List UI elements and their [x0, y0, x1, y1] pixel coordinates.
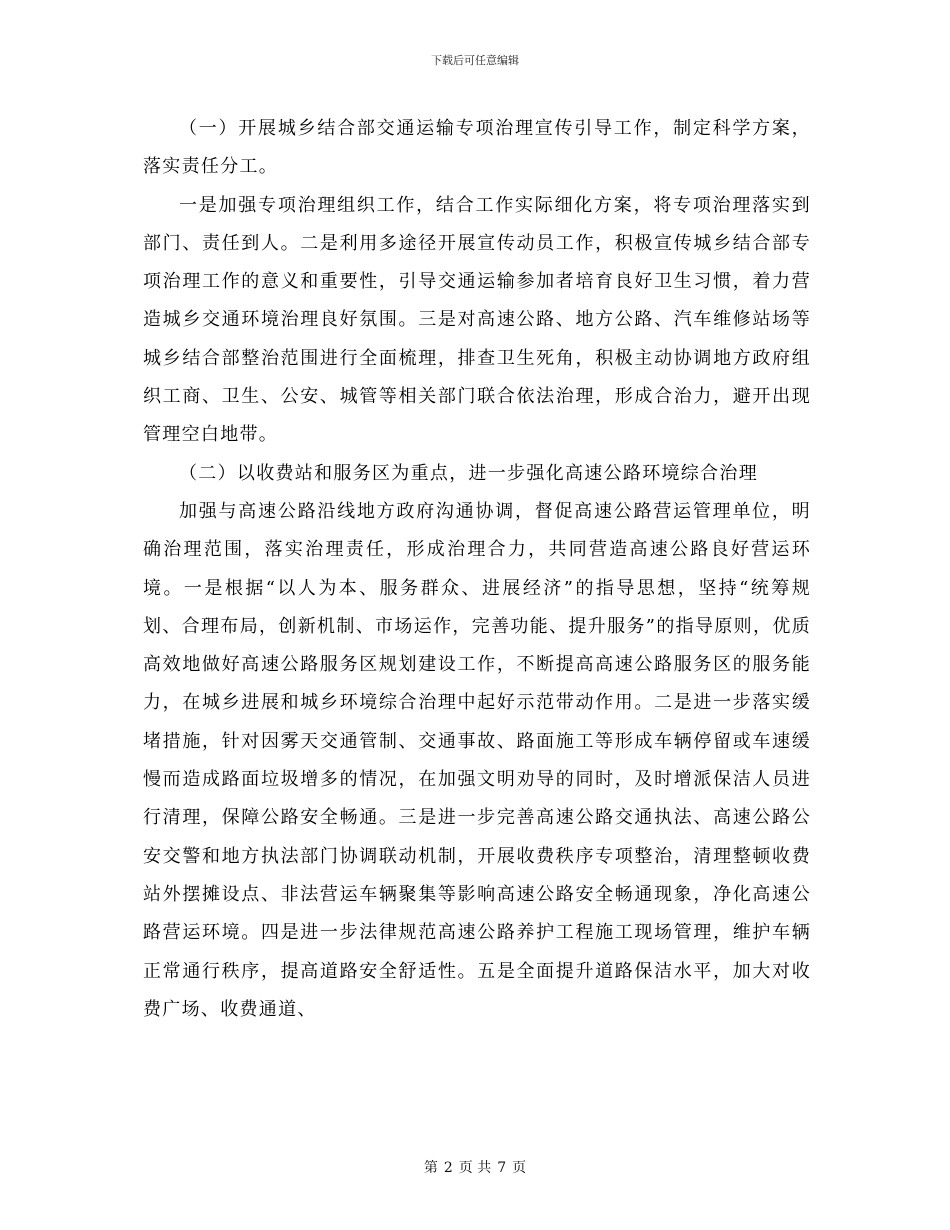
footer-prefix: 第 — [423, 1160, 438, 1176]
body-paragraph-1: 一是加强专项治理组织工作，结合工作实际细化方案，将专项治理落实到部门、责任到人。二是利用多途径开展宣传动员工作，积极宣传城乡结合部专项治理工作的意义和重要性，引导交通运输参加者培育良好卫生习惯，着力营造城乡交通环境治理良好氛围。三是对高速公路、地方公路、汽车维修站场等城乡结合部整治范围进行全面梳理，排查卫生死角，积极主动协调地方政府组织工商、卫生、公安、城管等相关部门联合依法治理，形成合治力，避开出现管理空白地带。 — [143, 194, 811, 446]
footer-page-number: 2 — [443, 1160, 453, 1176]
footer-total-pages: 7 — [497, 1160, 507, 1176]
page-footer — [0, 1157, 950, 1177]
body-paragraph-2: 加强与高速公路沿线地方政府沟通协调，督促高速公路营运管理单位，明确治理范围，落实治理责任，形成治理合力，共同营造高速公路良好营运环境。一是根据“以人为本、服务群众、进展经济”的指导思想，坚持“统筹规划、合理布局，创新机制、市场运作，完善功能、提升服务”的指导原则，优质高效地做好高速公路服务区规划建设工作，不断提高高速公路服务区的服务能力，在城乡进展和城乡环境综合治理中起好示范带动作用。二是进一步落实缓堵措施，针对因雾天交通管制、交通事故、路面施工等形成车辆停留或车速缓慢而造成路面垃圾增多的情况，在加强文明劝导的同时，及时增派保洁人员进行清理，保障公路安全畅通。三是进一步完善高速公路交通执法、高速公路公安交警和地方执法部门协调联动机制，开展收费秩序专项整治，清理整顿收费站外摆摊设点、非法营运车辆聚集等影响高速公路安全畅通现象，净化高速公路营运环境。四是进一步法律规范高速公路养护工程施工现场管理，维护车辆正常通行秩序，提高道路安全舒适性。五是全面提升道路保洁水平，加大对收费广场、收费通道、 — [143, 500, 811, 1020]
section-heading-1: （一）开展城乡结合部交通运输专项治理宣传引导工作，制定科学方案，落实责任分工。 — [143, 118, 811, 178]
footer-mid: 页 共 — [458, 1160, 492, 1176]
document-body — [143, 110, 811, 1029]
page-header: 下载后可任意编辑 — [431, 54, 519, 67]
footer-suffix: 页 — [512, 1160, 527, 1176]
section-heading-2: （二）以收费站和服务区为重点，进一步强化高速公路环境综合治理 — [179, 462, 758, 484]
